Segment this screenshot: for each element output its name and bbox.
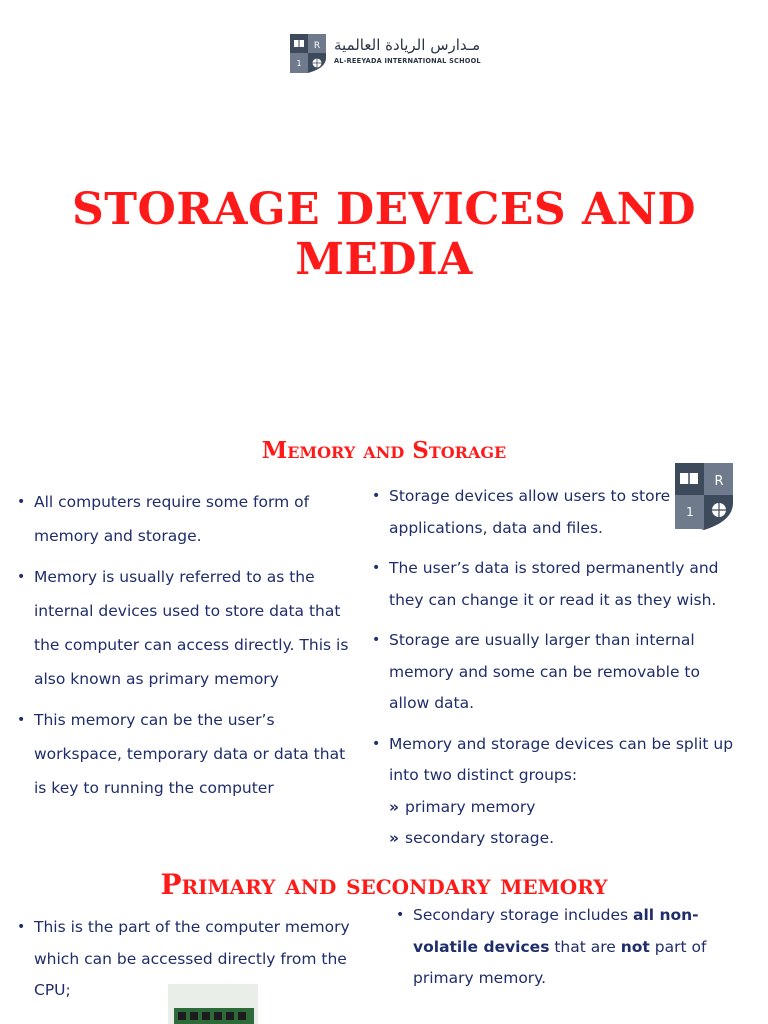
school-name-arabic: مـدارس الريادة العالمية — [334, 36, 481, 54]
bullet-item: • Storage devices allow users to store applications, data and files. — [372, 481, 742, 544]
bullet-text: part of primary memory. — [413, 937, 707, 987]
bullet-text: Secondary storage includes — [413, 906, 633, 924]
ram-stick-icon — [168, 984, 258, 1024]
shield-letter: R — [313, 41, 321, 51]
school-name-english: AL-REEYADA INTERNATIONAL SCHOOL — [334, 57, 481, 65]
ram-module-image — [168, 984, 258, 1024]
secondary-storage-bullets — [396, 900, 741, 1001]
bullet-item: • Memory is usually referred to as the internal devices used to store data that the computer can access directly. This is also known as primary memory — [17, 560, 357, 697]
section-heading-memory-storage: Memory and Storage — [261, 437, 507, 464]
bullet-item: • This memory can be the user’s workspace, temporary data or data that is key to running the computer — [17, 703, 357, 806]
page-title: STORAGE DEVICES AND MEDIA — [71, 184, 697, 285]
shield-letter: R — [714, 474, 724, 489]
group-marker: » — [389, 797, 400, 816]
group-label: secondary storage. — [405, 828, 555, 847]
bullet-text: that are — [549, 937, 621, 956]
bullet-emphasis: not — [620, 937, 650, 956]
bullet-item — [372, 729, 742, 854]
bullet-item: • The user’s data is stored permanently and they can change it or read it as they wish. — [372, 553, 742, 616]
section-heading-primary-secondary: Primary and secondary memory — [160, 868, 608, 901]
bullet-text: Memory and storage devices can be split up into two distinct groups: — [389, 734, 734, 784]
group-item-primary — [389, 792, 742, 823]
shield-number: 1 — [686, 505, 694, 519]
group-item-secondary — [389, 823, 742, 854]
bullet-item: • All computers require some form of memory and storage. — [17, 485, 357, 554]
shield-logo-icon — [288, 32, 328, 74]
bullet-item — [396, 900, 741, 995]
bullet-item: • Storage are usually larger than internal memory and some can be removable to allow data. — [372, 625, 742, 720]
storage-bullets — [372, 481, 742, 863]
group-marker: » — [389, 828, 400, 847]
bullet-emphasis: all non-volatile devices — [413, 906, 699, 956]
bullet-item: • This is the part of the computer memory which can be accessed directly from the CPU; — [17, 912, 377, 1007]
group-list — [389, 792, 742, 854]
school-logo — [288, 32, 488, 74]
memory-bullets — [17, 485, 357, 812]
group-label: primary memory — [405, 797, 536, 816]
shield-number: 1 — [296, 59, 302, 68]
